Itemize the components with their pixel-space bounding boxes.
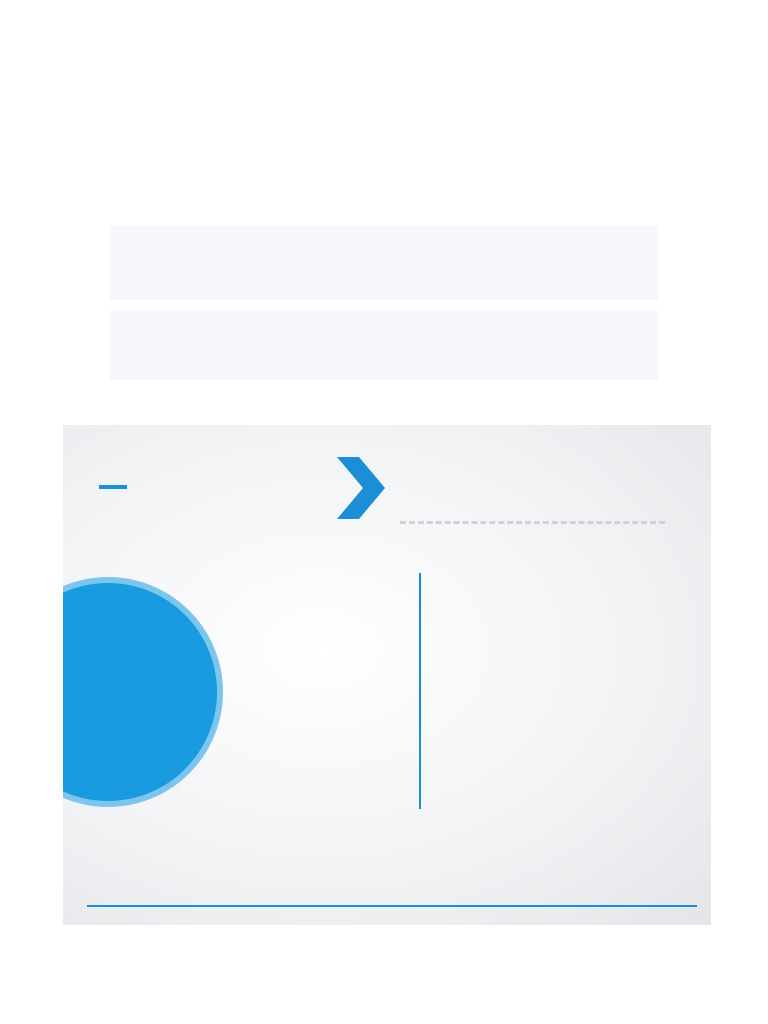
chevron-right-icon: [333, 453, 389, 523]
dashed-divider: [400, 521, 665, 524]
paragraph-1: [110, 226, 658, 300]
infographic-title-thinking: [99, 485, 127, 489]
steps-connector: [419, 573, 421, 809]
paragraph-2: [110, 310, 658, 380]
caracteristicas-line: [87, 905, 697, 907]
infographic: [63, 425, 711, 925]
benefits-circle: [63, 577, 223, 807]
